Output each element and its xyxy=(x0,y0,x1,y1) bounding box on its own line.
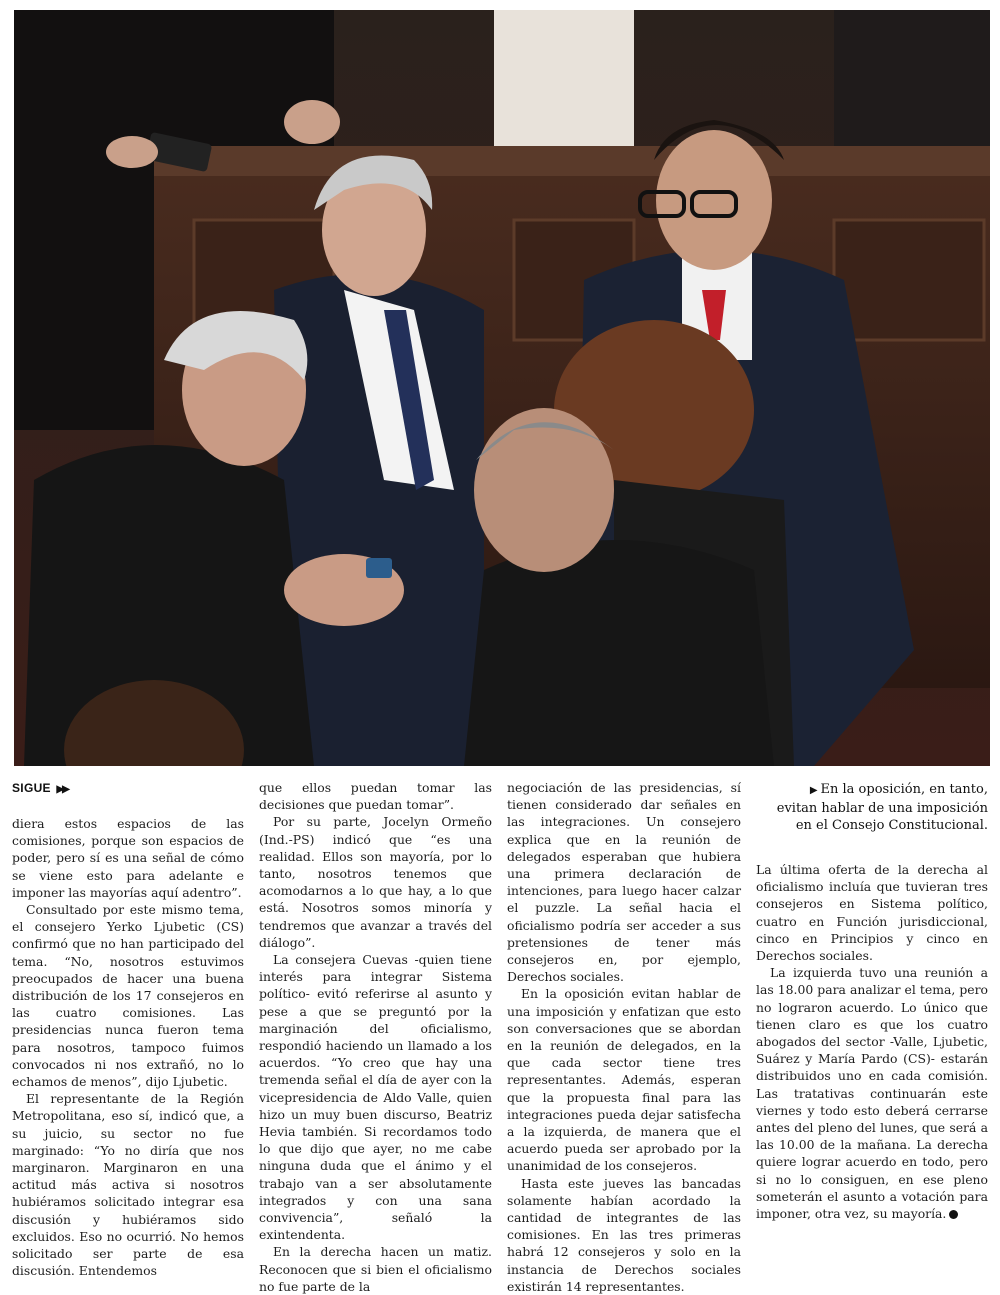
paragraph: Hasta este jueves las bancadas solamente habían acordado la cantidad de integrantes de las comisiones. En las tres primeras habrá 12 consejeros y solo en la instancia de Derechos sociales existirán 14 representantes. xyxy=(507,1175,741,1294)
pull-quote xyxy=(770,781,988,835)
paragraph-text: La izquierda tuvo una reunión a las 18.00 para analizar el tema, pero no lograron acuerdo. Lo único que tienen claro es que los cuatro abogados del sector -Valle, Ljubetic, Suárez y María Pardo (CS)- estarán distribuidos uno en cada comisión. Las tratativas continuarán este viernes y todo esto deberá cerrarse antes del pleno del lunes, que será a las 10.00 de la mañana. La derecha quiere lograr acuerdo en todo, pero si no lo consiguen, en ese pleno someterán el asunto a votación para imponer, otra vez, su mayoría. xyxy=(756,965,988,1222)
paragraph: Consultado por este mismo tema, el consejero Yerko Ljubetic (CS) confirmó que no han participado del tema. “No, nosotros estuvimos preocupados de hacer una buena distribución de los 17 consejeros en las cuatro comisiones. Las presidencias nunca fueron tema para nosotros, tampoco fuimos convocados ni nos extrañó, no lo echamos de menos”, dijo Ljubetic. xyxy=(12,902,244,1090)
paragraph-final xyxy=(756,964,988,1222)
sigue-text: SIGUE xyxy=(12,781,51,795)
paragraph: Por su parte, Jocelyn Ormeño (Ind.-PS) indicó que “es una realidad. Ellos son mayoría, por lo tanto, nosotros tenemos que acomodarnos a lo que hay, a lo que está. Nosotros somos minoría y tendremos que avanzar a través del diálogo”. xyxy=(259,814,492,950)
end-of-article-icon xyxy=(949,1210,958,1219)
news-photo xyxy=(14,10,990,766)
paragraph: El representante de la Región Metropolitana, eso sí, indicó que, a su juicio, su sector no fue marginado: “Yo no diría que nos marginaron. Marginaron en una actitud más activa si nosotros hubiéramos solicitado integrar esa discusión y hubiéramos sido excluidos. Eso no ocurrió. No hemos solicitado ser parte de esa discusión. Entendemos xyxy=(12,1091,244,1279)
pull-quote-text: En la oposición, en tanto, evitan hablar de una imposición en el Consejo Constitucional. xyxy=(776,782,988,833)
article-column-1 xyxy=(12,815,244,1279)
article-column-4 xyxy=(756,861,988,1222)
continued-label xyxy=(12,781,68,795)
paragraph: En la oposición evitan hablar de una imposición y enfatizan que esto son conversaciones que se abordan en la reunión de delegados, en la que cada sector tiene tres representantes. Además, esperan que la propuesta final para las integraciones pueda dejar satisfecha a la izquierda, de manera que el acuerdo pueda ser aprobado por la unanimidad de los consejeros. xyxy=(507,986,741,1174)
paragraph: diera estos espacios de las comisiones, porque son espacios de poder, pero sí es una señal de cómo se viene esto para adelante e imponer las mayorías aquí adentro”. xyxy=(12,816,244,900)
continue-arrows-icon: ▶▶ xyxy=(56,784,68,795)
paragraph: que ellos puedan tomar las decisiones que puedan tomar”. xyxy=(259,780,492,813)
article-column-3 xyxy=(507,779,741,1295)
paragraph: La consejera Cuevas -quien tiene interés para integrar Sistema político- evitó referirse al asunto y pese a que se preguntó por la marginación del oficialismo, respondió haciendo un llamado a los acuerdos. “Yo creo que hay una tremenda señal el día de ayer con la vicepresidencia de Aldo Valle, quien hizo un muy buen discurso, Beatriz Hevia también. Si recordamos todo lo que dijo que ayer, no me cabe ninguna duda que el ánimo y el trabajo van a ser absolutamente integrados y con una sana convivencia”, señaló la exintendenta. xyxy=(259,952,492,1243)
pull-quote-marker-icon: ▶ xyxy=(809,785,818,796)
article-column-2 xyxy=(259,779,492,1295)
paragraph: La última oferta de la derecha al oficialismo incluía que tuvieran tres consejeros en Sistema político, cuatro en Función jurisdiccional, cinco en Principios y cinco en Derechos sociales. xyxy=(756,862,988,964)
photo-illustration xyxy=(14,10,990,766)
paragraph: negociación de las presidencias, sí tienen considerado dar señales en las integraciones. Un consejero explica que en la reunión de delegados esperaban que hubiera una primera declaración de intenciones, para luego hacer calzar el puzzle. La señal hacia el oficialismo podría ser acceder a sus pretensiones de tener más consejeros en, por ejemplo, Derechos sociales. xyxy=(507,780,741,985)
paragraph: En la derecha hacen un matiz. Reconocen que si bien el oficialismo no fue parte de la xyxy=(259,1244,492,1294)
